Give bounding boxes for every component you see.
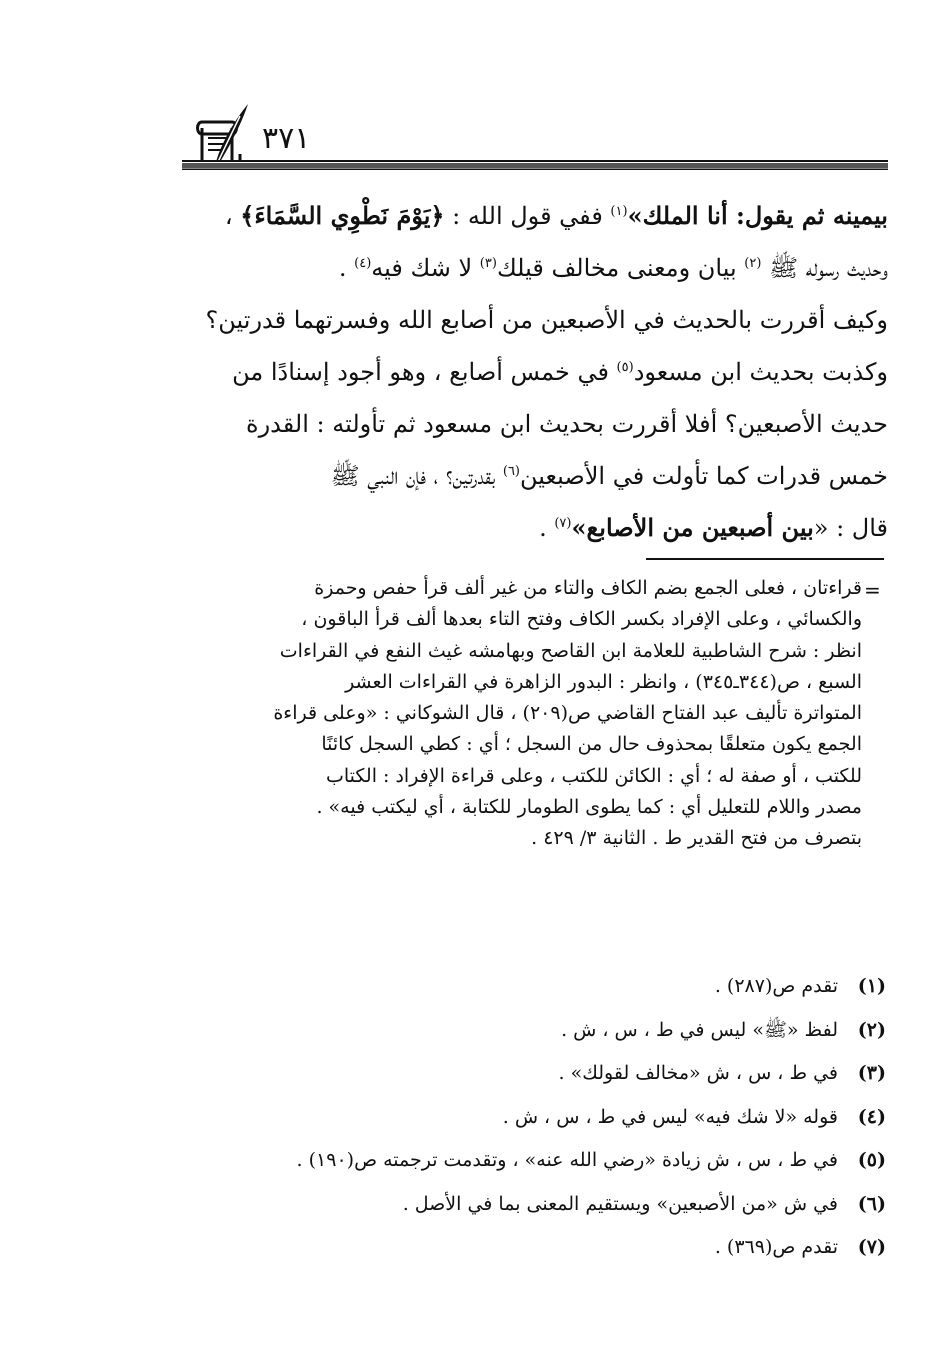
continuation-mark: = — [864, 578, 881, 602]
main-text-line — [176, 294, 888, 346]
footnote-number: (٥) — [857, 1149, 886, 1171]
footnote-number: (٤) — [857, 1105, 886, 1128]
text-segment: قال : « — [813, 514, 888, 542]
continued-footnote-line: السبع ، ص(٣٤٤ـ٣٤٥) ، وانظر : البدور الزاهرة في القراءات العشر — [345, 670, 862, 693]
header-rule — [182, 155, 888, 165]
footnote-item — [180, 1183, 886, 1227]
footnote-separator — [646, 558, 884, 560]
text-segment: في خمس أصابع ، وهو أجود إسنادًا من — [232, 358, 617, 386]
main-text-line — [176, 242, 888, 294]
continued-footnote — [180, 573, 862, 855]
footnote-reference: (١) — [610, 204, 628, 219]
text-segment: . — [338, 254, 355, 282]
text-segment: ، — [224, 202, 241, 230]
continued-footnote-line: للكتب ، أو صفة له ؛ أي : الكائن للكتب ، وعلى قراءة الإفراد : الكتاب — [326, 764, 862, 787]
continued-footnote-line: قراءتان ، فعلى الجمع بضم الكاف والتاء من غير ألف قرأ حفص وحمزة — [314, 577, 862, 599]
footnote-item — [180, 1009, 886, 1053]
footnote-reference: (٦) — [502, 464, 520, 479]
footnote-item — [180, 1226, 886, 1270]
emphasized-text: بيمينه ثم يقول: أنا الملك» — [627, 201, 888, 230]
text-segment: بيان ومعنى مخالف قيلك — [496, 254, 745, 282]
footnote-reference: (٥) — [616, 360, 634, 375]
footnote-item — [180, 1096, 886, 1140]
continued-footnote-line: بتصرف من فتح القدير ط . الثانية ٣/ ٤٢٩ . — [531, 827, 862, 850]
text-segment: . — [539, 514, 555, 542]
footnote-text: تقدم ص(٢٨٧) . — [714, 975, 838, 997]
footnote-text: تقدم ص(٣٦٩) . — [714, 1236, 838, 1258]
footnote-number: (٧) — [857, 1236, 886, 1258]
emphasized-text: ﴿يَوْمَ نَطْوِي السَّمَاءَ﴾ — [240, 201, 445, 230]
page-header — [178, 100, 888, 180]
footnote-text: قوله «لا شك فيه» ليس في ط ، س ، ش . — [502, 1105, 838, 1128]
footnote-number: (٣) — [857, 1062, 886, 1084]
main-text — [176, 190, 888, 554]
main-text-line — [176, 502, 888, 554]
main-text-line — [176, 450, 888, 502]
main-text-line — [176, 398, 888, 450]
page-number: ٣٧١ — [262, 121, 311, 156]
main-text-line — [176, 346, 888, 398]
footnote-number: (٢) — [857, 1018, 886, 1041]
footnote-reference: (٧) — [554, 516, 572, 531]
footnote-number: (٦) — [857, 1192, 886, 1215]
continued-footnote-line: الجمع يكون متعلقًا بمحذوف حال من السجل ؛ أي : كطي السجل كائنًا — [321, 733, 862, 756]
text-segment: حديث الأصبعين؟ أفلا أقررت بحديث ابن مسعود ثم تأولته : القدرة — [246, 410, 888, 438]
text-segment: وكذبت بحديث ابن مسعود — [633, 358, 888, 386]
footnote-reference: (٤) — [354, 256, 372, 271]
footnote-item — [180, 965, 886, 1009]
footnote-number: (١) — [857, 975, 886, 997]
footnote-item — [180, 1052, 886, 1096]
footnote-text: في ش «من الأصبعين» ويستقيم المعنى بما في الأصل . — [402, 1192, 838, 1215]
continued-footnote-line: المتواترة تأليف عبد الفتاح القاضي ص(٢٠٩) ، قال الشوكاني : «وعلى قراءة — [273, 702, 862, 725]
main-text-line — [176, 190, 888, 242]
text-segment: وحديث رسوله ﷺ — [761, 254, 888, 282]
footnote-reference: (٢) — [744, 256, 762, 271]
text-segment: وكيف أقررت بالحديث في الأصبعين من أصابع الله وفسرتهما قدرتين؟ — [205, 306, 888, 334]
continued-footnote-line: انظر : شرح الشاطبية للعلامة ابن القاصح وبهامشه غيث النفع في القراءات — [279, 639, 862, 662]
text-segment: خمس قدرات كما تأولت في الأصبعين — [520, 462, 888, 490]
footnote-reference: (٣) — [479, 256, 497, 271]
footnote-item — [180, 1139, 886, 1183]
text-segment: ففي قول الله : — [444, 202, 611, 230]
footnote-text: في ط ، س ، ش «مخالف لقولك» . — [558, 1062, 838, 1084]
text-segment: بقدرتين؟ ، فإن النبي ﷺ — [330, 462, 503, 490]
emphasized-text: بين أصبعين من الأصابع» — [571, 513, 814, 542]
continued-footnote-line: والكسائي ، وعلى الإفراد بكسر الكاف وفتح التاء بعدها ألف قرأ الباقون ، — [301, 608, 862, 631]
footnote-text: في ط ، س ، ش زيادة «رضي الله عنه» ، وتقدمت ترجمته ص(١٩٠) . — [296, 1149, 838, 1171]
footnote-text: لفظ «ﷺ» ليس في ط ، س ، ش . — [561, 1018, 838, 1041]
continued-footnote-line: مصدر واللام للتعليل أي : كما يطوى الطومار للكتابة ، أي ليكتب فيه» . — [316, 796, 862, 819]
footnotes-list — [180, 965, 886, 1270]
text-segment: لا شك فيه — [371, 254, 480, 282]
